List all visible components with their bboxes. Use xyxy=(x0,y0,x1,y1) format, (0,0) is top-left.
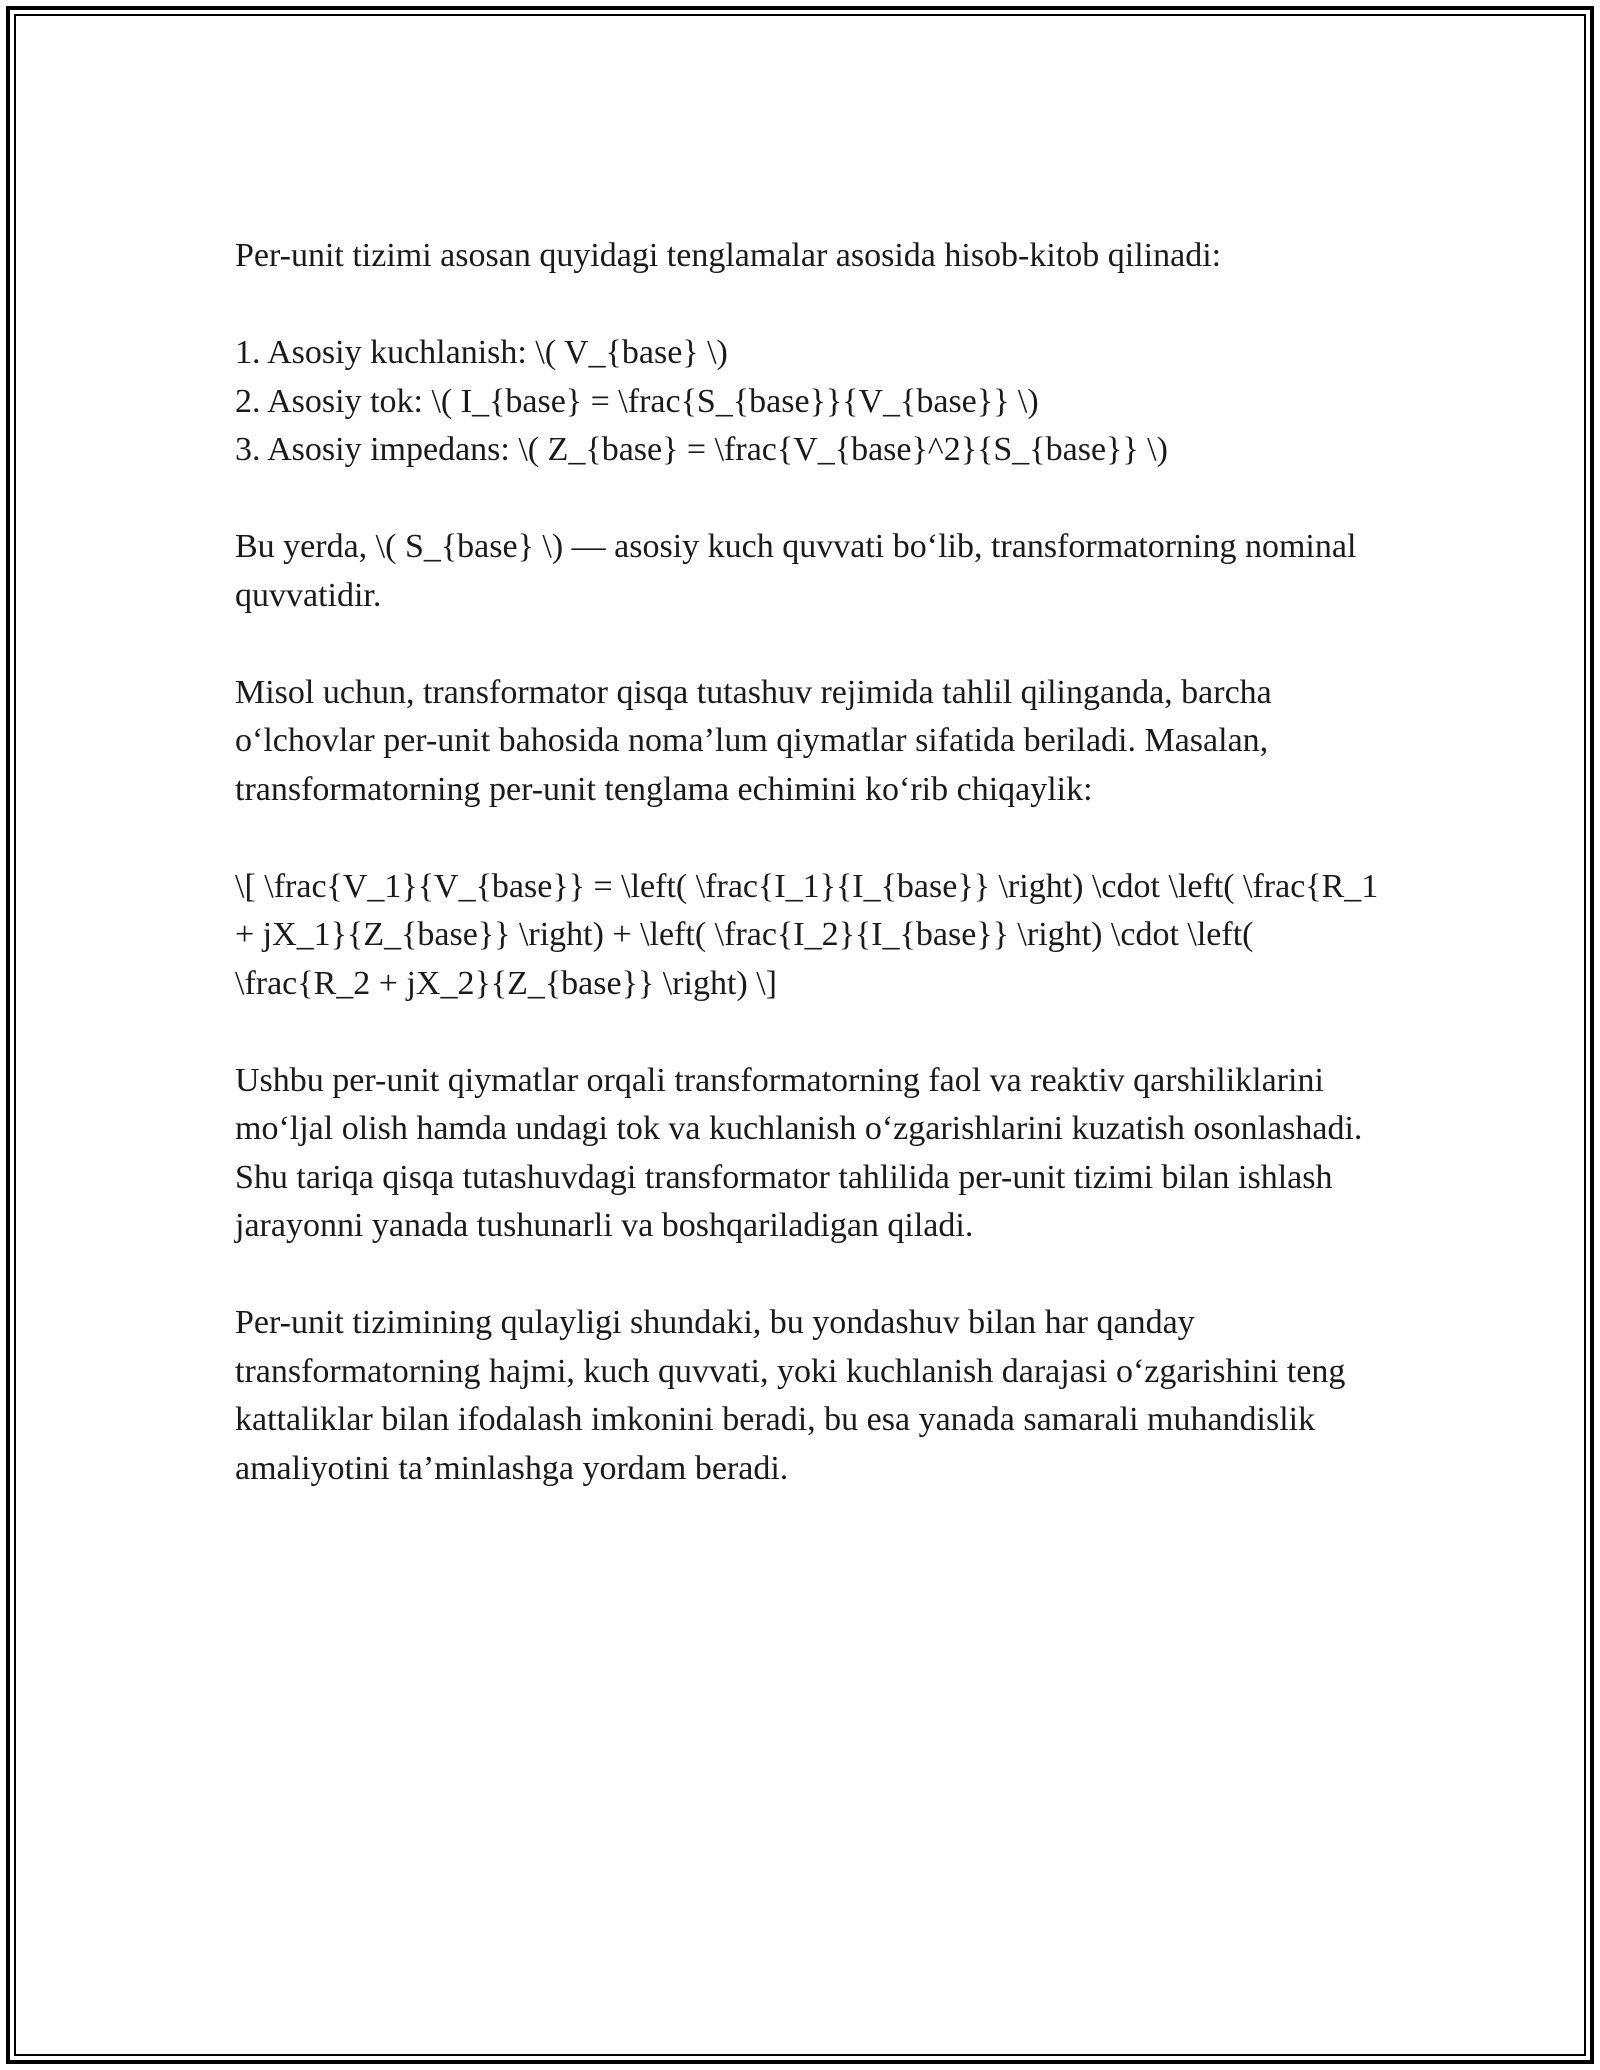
values-paragraph: Ushbu per-unit qiymatlar orqali transformatorning faol va reaktiv qarshiliklarini mo‘ljal olish hamda undagi tok va kuchlanish o‘zgarishlarini kuzatish osonlashadi. Shu tariqa qisqa tutashuvdagi transformator tahlilida per-unit tizimi bilan ishlash jarayonni yanada tushunarli va boshqariladigan qiladi. xyxy=(235,1061,1371,1244)
list-item: 3. Asosiy impedans: \( Z_{base} = \frac{V_{base}^2}{S_{base}} \) xyxy=(235,431,1168,468)
equation-block: \[ \frac{V_1}{V_{base}} = \left( \frac{I_1}{I_{base}} \right) \cdot \left( \frac{R_1 + jX_1}{Z_{base}} \right) + \left( \frac{I_2}{I_{base}} \right) \cdot \left( \frac{R_2 + jX_2}{Z_{base}} \right) \] xyxy=(235,867,1387,1002)
convenience-paragraph: Per-unit tizimining qulayligi shundaki, bu yondashuv bilan har qanday transformatorning hajmi, kuch quvvati, yoki kuchlanish darajasi o‘zgarishini teng kattaliklar bilan ifodalash imkonini beradi, bu esa yanada samarali muhandislik amaliyotini ta’minlashga yordam beradi. xyxy=(235,1304,1354,1487)
document-body xyxy=(235,232,1385,1542)
list-item: 1. Asosiy kuchlanish: \( V_{base} \) xyxy=(235,334,728,371)
list-item: 2. Asosiy tok: \( I_{base} = \frac{S_{base}}{V_{base}} \) xyxy=(235,382,1039,420)
example-paragraph: Misol uchun, transformator qisqa tutashuv rejimida tahlil qilinganda, barcha o‘lchovlar per-unit bahosida noma’lum qiymatlar sifatida beriladi. Masalan, transformatorning per-unit tenglama echimini ko‘rib chiqaylik: xyxy=(235,673,1281,808)
intro-paragraph: Per-unit tizimi asosan quyidagi tenglamalar asosida hisob-kitob qilinadi: xyxy=(235,237,1222,274)
sbase-paragraph: Bu yerda, \( S_{base} \) — asosiy kuch quvvati bo‘lib, transformatorning nominal quvvatidir. xyxy=(235,528,1365,614)
base-quantities-list xyxy=(235,329,1385,475)
